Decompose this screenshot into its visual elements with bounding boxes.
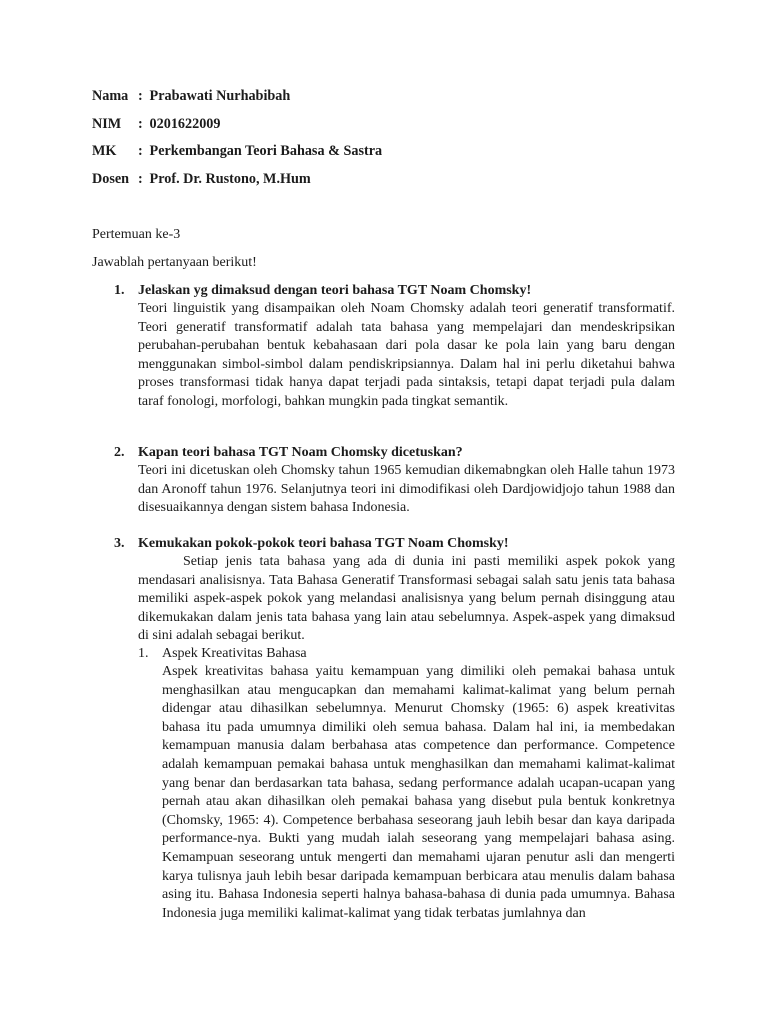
sub-item-number: 1. (138, 646, 149, 661)
info-colon: : (138, 88, 143, 104)
meeting-label: Pertemuan ke-3 (92, 227, 181, 242)
answer-text: Setiap jenis tata bahasa yang ada di dunia ini pasti memiliki aspek pokok yang mendasari analisisnya. Tata Bahasa Generatif Transformasi sebagai salah satu jenis tata bahasa memiliki aspek-aspek pokok yang melandasi analisisnya yang belum pernah disinggung atau dikemukakan dalam jenis tata bahasa yang lain atau sebelumnya. Aspek-aspek yang dimaksud di sini adalah sebagai berikut. (138, 554, 675, 644)
student-info (92, 86, 382, 196)
info-row-nim (92, 114, 382, 142)
info-label: MK (92, 143, 117, 159)
info-value: Perkembangan Teori Bahasa & Sastra (149, 143, 383, 159)
answer-text: Teori linguistik yang disampaikan oleh Noam Chomsky adalah teori generatif transformatif. Teori generatif transformatif adalah tata bahasa yang mempelajari dan mendeskripsikan perubahan-perubahan bentuk kebahasaan dari pola dasar ke pola lain yang baru dengan menggunakan simbol-simbol dalam pendiskripsiannya. Dalam hal ini perlu diketahui bahwa proses transformasi tidak hanya dapat terjadi pada sintaksis, tetapi dapat terjadi pula dalam taraf fonologi, morfologi, bahkan mungkin pada tingkat semantik. (138, 301, 675, 409)
sub-item-title: Aspek Kreativitas Bahasa (162, 646, 307, 661)
question-number: 3. (114, 536, 125, 551)
sub-item-text: Aspek kreativitas bahasa yaitu kemampuan yang dimiliki oleh pemakai bahasa untuk menghasilkan atau mengucapkan dan memahami kalimat-kalimat yang belum pernah didengar atau dihasilkan sebelumnya. Menurut Chomsky (1965: 6) aspek kreativitas bahasa itu pada umumnya dimiliki oleh semua bahasa. Dalam hal ini, ia membedakan kemampuan manusia dalam berbahasa atas competence dan performance. Competence adalah kemampuan pemakai bahasa untuk menghasilkan dan memahami kalimat-kalimat yang benar dan berdasarkan tata bahasa, sedang performance adalah ucapan-ucapan yang pernah atau akan dihasilkan oleh pemakai bahasa yang disebut pula bentuk konkretnya (Chomsky, 1965: 4). Competence berbahasa seseorang jauh lebih besar dan kaya daripada performance-nya. Bukti yang mudah ialah seseorang yang mempelajari bahasa asing. Kemampuan seseorang untuk mengerti dan memahami ujaran penutur asli dan mengerti karya tulisnya jauh lebih besar daripada kemampuan berbicara atau menulis dalam bahasa asing itu. Bahasa Indonesia seperti halnya bahasa-bahasa di dunia pada umumnya. Bahasa Indonesia juga memiliki kalimat-kalimat yang tidak terbatas jumlahnya dan (162, 664, 675, 921)
info-row-course (92, 141, 382, 169)
question-title: Jelaskan yg dimaksud dengan teori bahasa TGT Noam Chomsky! (138, 283, 532, 298)
question-title: Kemukakan pokok-pokok teori bahasa TGT Noam Chomsky! (138, 536, 509, 551)
info-label: Dosen (92, 170, 130, 187)
info-label: Nama (92, 88, 129, 104)
info-colon: : (138, 115, 143, 132)
info-row-lecturer (92, 169, 382, 197)
info-value: 0201622009 (149, 115, 221, 132)
question-title: Kapan teori bahasa TGT Noam Chomsky dicetuskan? (138, 445, 463, 460)
info-colon: : (138, 143, 143, 159)
question-number: 1. (114, 283, 125, 298)
info-value: Prabawati Nurhabibah (149, 88, 291, 104)
info-row-name (92, 86, 382, 114)
info-colon: : (138, 170, 143, 187)
answer-text: Teori ini dicetuskan oleh Chomsky tahun 1965 kemudian dikemabngkan oleh Halle tahun 1973 dan Aronoff tahun 1976. Selanjutnya teori ini dimodifikasi oleh Dardjowidjojo tahun 1988 dan disesuaikannya dengan sistem bahasa Indonesia. (138, 463, 675, 516)
info-value: Prof. Dr. Rustono, M.Hum (149, 170, 311, 187)
info-label: NIM (92, 115, 122, 132)
instruction-text: Jawablah pertanyaan berikut! (92, 255, 257, 270)
question-number: 2. (114, 445, 125, 460)
